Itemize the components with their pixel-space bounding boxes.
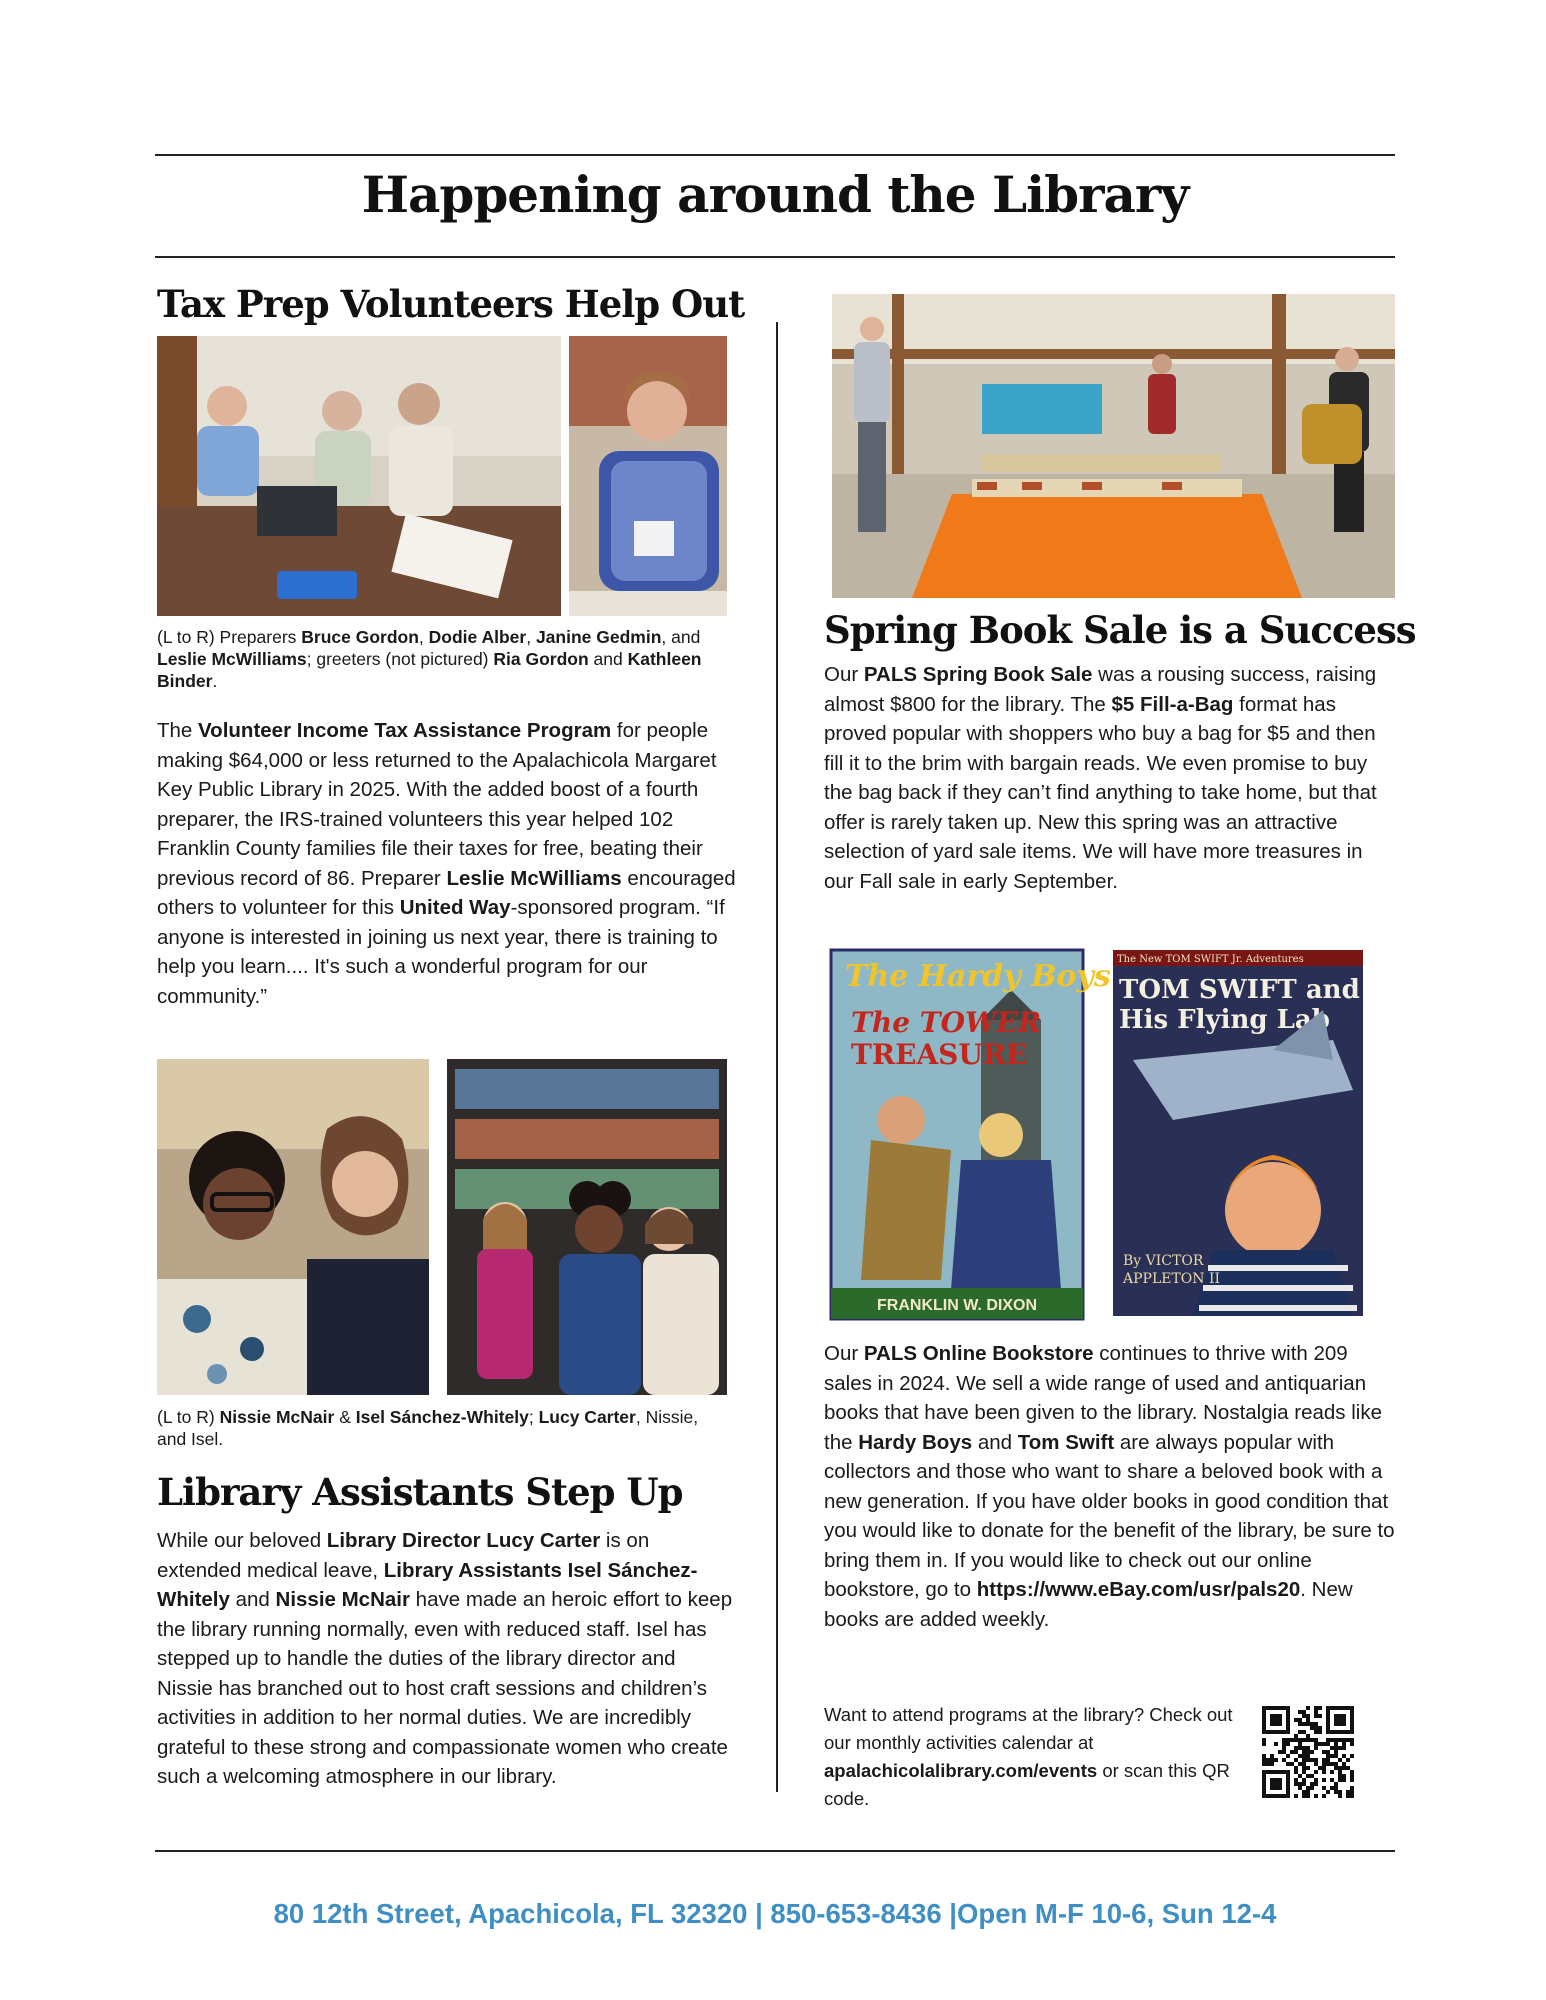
hardy-boys-cover [831,950,1111,1319]
hardy-series-text: The Hardy Boys [845,959,1111,994]
tax-volunteers-photo [157,336,561,616]
hardy-title-line2: TREASURE [851,1038,1028,1071]
hardy-author-text: FRANKLIN W. DIXON [877,1297,1037,1314]
page-title: Happening around the Library [361,165,1189,224]
banner-bottom-rule [155,256,1395,258]
tax-photo-caption: (L to R) Preparers Bruce Gordon, Dodie Alber, Janine Gedmin, and Leslie McWilliams; greeters (not pictured) Ria Gordon and Kathleen Binder. [157,627,702,691]
tom-swift-author-line2: APPLETON II [1123,1271,1221,1287]
book-sale-photo [832,294,1395,598]
tom-swift-title-line2: His Flying Lab [1119,1005,1330,1035]
footer-contact-info: 80 12th Street, Apachicola, FL 32320 | 850-653-8436 |Open M-F 10-6, Sun 12-4 [273,1898,1277,1929]
assistants-photo-caption: (L to R) Nissie McNair & Isel Sánchez-Whitely; Lucy Carter, Nissie, and Isel. [157,1407,699,1449]
events-qr-code[interactable] [1262,1706,1354,1798]
assistants-group-photo [447,1059,727,1395]
column-divider [776,322,778,1792]
tom-swift-title-line1: TOM SWIFT and [1119,975,1360,1005]
tom-swift-cover [1113,950,1363,1316]
tom-swift-series-text: The New TOM SWIFT Jr. Adventures [1117,954,1304,965]
assistants-heading: Library Assistants Step Up [157,1470,683,1514]
hardy-title-line1: The TOWER [851,1006,1042,1039]
online-bookstore-body: Our PALS Online Bookstore continues to thrive with 209 sales in 2024. We sell a wide range of used and antiquarian books that have been given to the library. Nostalgia reads like the Hardy Boys and Tom Swift are always popular with collectors and those who want to share a beloved book with a new generation. If you have older books in good condition that you would like to donate for the benefit of the library, be sure to bring them in. If you would like to check out our online bookstore, go to https://www.eBay.com/usr/pals20. New books are added weekly. [824,1342,1395,1631]
ebay-store-link[interactable]: https://www.eBay.com/usr/pals20 [976,1578,1301,1601]
tax-preparer-photo [569,336,727,616]
tom-swift-author-line1: By VICTOR [1123,1253,1204,1269]
tax-prep-heading: Tax Prep Volunteers Help Out [157,282,745,326]
tax-prep-body: The Volunteer Income Tax Assistance Program for people making $64,000 or less returned to the Apalachicola Margaret Key Public Library in 2025. With the added boost of a fourth preparer, the IRS-trained volunteers this year helped 102 Franklin County families file their taxes for free, beating their previous record of 86. Preparer Leslie McWilliams encouraged others to volunteer for this United Way-sponsored program. “If anyone is interested in joining us next year, there is training to help you learn.... It's such a wonderful program for our community.” [157,719,736,1008]
book-sale-body: Our PALS Spring Book Sale was a rousing success, raising almost $800 for the library. The $5 Fill-a-Bag format has proved popular with shoppers who buy a bag for $5 and then fill it to the brim with bargain reads. We even promise to buy the bag back if they can’t find anything to take home, but that offer is rarely taken up. New this spring was an attractive selection of yard sale items. We will have more treasures in our Fall sale in early September. [824,663,1377,893]
assistants-selfie-photo [157,1059,429,1395]
events-link[interactable]: apalachicolalibrary.com/events [824,1760,1098,1781]
events-note: Want to attend programs at the library? Check out our monthly activities calendar at apalachicolalibrary.com/events or scan this QR code. [824,1704,1233,1809]
assistants-body: While our beloved Library Director Lucy Carter is on extended medical leave, Library Assistants Isel Sánchez-Whitely and Nissie McNair have made an heroic effort to keep the library running normally, even with reduced staff. Isel has stepped up to handle the duties of the library director and Nissie has branched out to host craft sessions and children’s activities in addition to her normal duties. We are incredibly grateful to these strong and compassionate women who create such a welcoming atmosphere in our library. [157,1529,733,1788]
top-rule [155,154,1395,156]
book-sale-heading: Spring Book Sale is a Success [824,608,1416,652]
footer-rule [155,1850,1395,1852]
